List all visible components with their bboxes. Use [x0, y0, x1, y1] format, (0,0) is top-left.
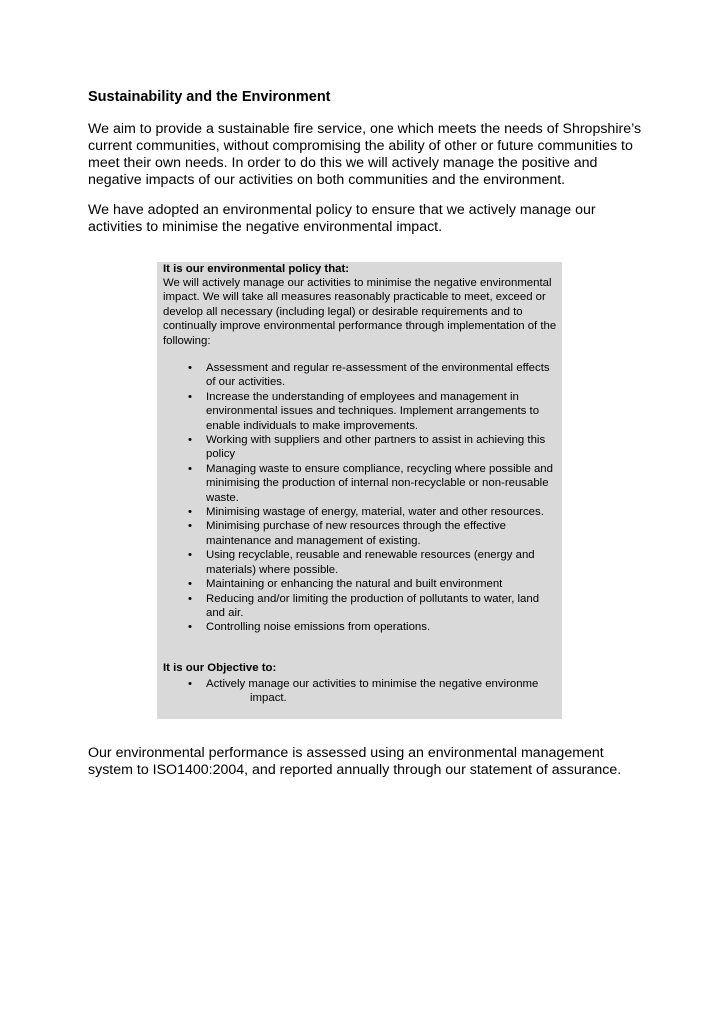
section-heading: Sustainability and the Environment [88, 89, 331, 105]
policy-box-intro: We will actively manage our activities to minimise the negative environmental impact. We will take all measures reasonably practicable to meet, exceed or develop all necessary (including legal) or desirable requirements and to continually improve environmental performance through implementation of the following: [163, 277, 557, 347]
bullet-icon: • [188, 592, 192, 605]
list-item-text: Reducing and/or limiting the production of pollutants to water, land and air. [206, 592, 540, 619]
list-item-text: Working with suppliers and other partners to assist in achieving this policy [206, 434, 546, 461]
list-item [157, 677, 562, 706]
list-item [157, 620, 556, 634]
environmental-policy-box [157, 262, 562, 719]
list-item-text: Increase the understanding of employees and management in environmental issues and techniques. Implement arrangements to enable individuals to make improvements. [206, 390, 540, 432]
list-item-text: Controlling noise emissions from operations. [206, 621, 431, 634]
list-item-text: Minimising purchase of new resources through the effective maintenance and management of existing. [206, 520, 506, 547]
list-item [157, 433, 556, 462]
intro-paragraph: We aim to provide a sustainable fire service, one which meets the needs of Shropshire’s current communities, without compromising the ability of other or future communities to meet their own needs. In order to do this we will actively manage the positive and negative impacts of our activities on both communities and the environment. [88, 121, 642, 188]
bullet-icon: • [188, 362, 192, 374]
objective-line-2: impact. [250, 692, 287, 705]
bullet-icon: • [188, 462, 192, 475]
objective-list [157, 677, 562, 706]
list-item [157, 592, 556, 621]
policy-adopted-paragraph: We have adopted an environmental policy to ensure that we actively manage our activities to minimise the negative environmental impact. [88, 202, 596, 235]
policy-list [157, 361, 562, 635]
list-item [157, 361, 556, 390]
list-item [157, 577, 556, 591]
performance-paragraph: Our environmental performance is assessed using an environmental management system to ISO1400:2004, and reported annually through our statement of assurance. [88, 745, 622, 778]
list-item-text: Assessment and regular re-assessment of the environmental effects of our activities. [206, 362, 550, 389]
bullet-icon: • [188, 578, 192, 591]
bullet-icon: • [188, 390, 192, 403]
list-item [157, 462, 556, 505]
list-item-text: Minimising wastage of energy, material, water and other resources. [206, 506, 544, 519]
list-item [157, 519, 556, 548]
list-item [157, 390, 556, 433]
list-item-text: Maintaining or enhancing the natural and built environment [206, 578, 503, 591]
bullet-icon: • [188, 621, 192, 634]
bullet-icon: • [188, 549, 192, 562]
objective-line-1: Actively manage our activities to minimise the negative environme [206, 678, 539, 690]
bullet-icon: • [188, 506, 192, 519]
list-item-text: Using recyclable, reusable and renewable resources (energy and materials) where possible. [206, 549, 535, 576]
policy-box-title: It is our environmental policy that: [163, 263, 350, 275]
list-item-text: Managing waste to ensure compliance, recycling where possible and minimising the production of internal non-recyclable or non-reusable waste. [206, 462, 553, 504]
bullet-icon: • [188, 434, 192, 447]
list-item [157, 548, 556, 577]
list-item [157, 505, 556, 519]
objective-title: It is our Objective to: [163, 662, 277, 674]
bullet-icon: • [188, 678, 192, 690]
bullet-icon: • [188, 520, 192, 533]
